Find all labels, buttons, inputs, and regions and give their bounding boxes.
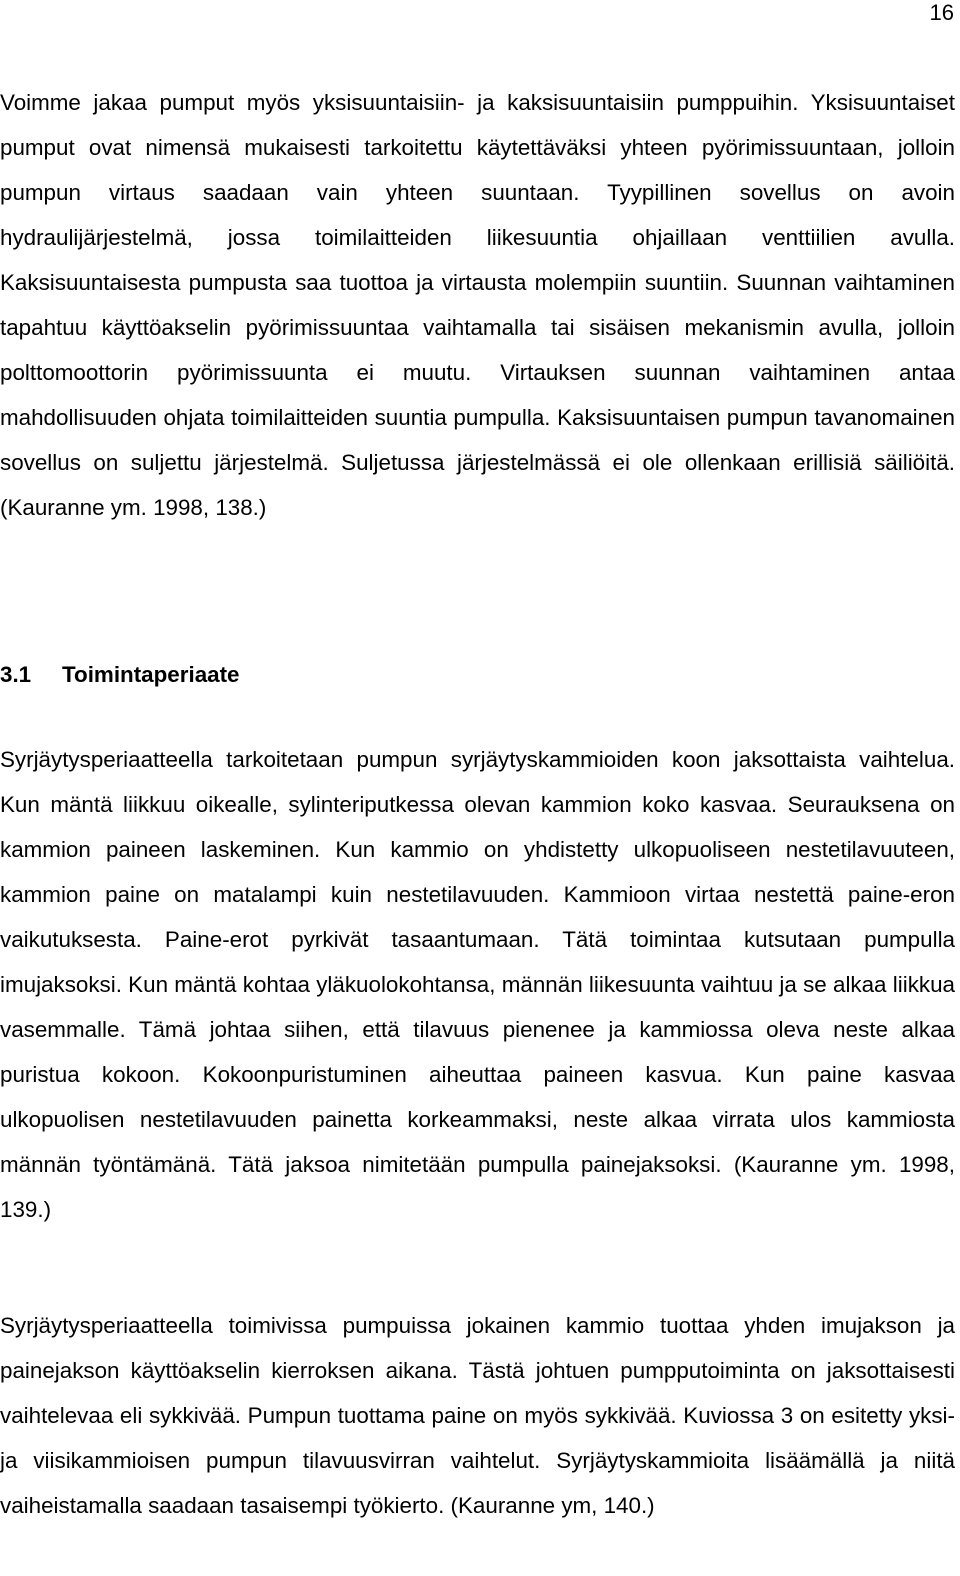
paragraph-pulsation: Syrjäytysperiaatteella toimivissa pumpuissa jokainen kammio tuottaa yhden imujakson ja painejakson käyttöakselin kierroksen aikana. Tästä johtuen pumpputoiminta on jaksottaisesti vaihtelevaa eli sykkivää. Pumpun tuottama paine on myös sykkivää. Kuviossa 3 on esitetty yksi- ja viisikammioisen pumpun tilavuusvirran vaihtelut. Syrjäytyskammioita lisäämällä ja niitä vaiheistamalla saadaan tasaisempi työkierto. (Kauranne ym, 140.) — [0, 1313, 955, 1518]
section-title: Toimintaperiaate — [62, 662, 240, 687]
paragraph-pump-directions: Voimme jakaa pumput myös yksisuuntaisiin- ja kaksisuuntaisiin pumppuihin. Yksisuuntaiset pumput ovat nimensä mukaisesti tarkoitettu käytettäväksi yhteen pyörimissuuntaan, jolloin pumpun virtaus saadaan vain yhteen suuntaan. Tyypillinen sovellus on avoin hydraulijärjestelmä, jossa toimilaitteiden liikesuuntia ohjaillaan venttiilien avulla. Kaksisuuntaisesta pumpusta saa tuottoa ja virtausta molempiin suuntiin. Suunnan vaihtaminen tapahtuu käyttöakselin pyörimissuuntaa vaihtamalla tai sisäisen mekanismin avulla, jolloin polttomoottorin pyörimissuunta ei muutu. Virtauksen suunnan vaihtaminen antaa mahdollisuuden ohjata toimilaitteiden suuntia pumpulla. Kaksisuuntaisen pumpun tavanomainen sovellus on suljettu järjestelmä. Suljetussa järjestelmässä ei ole ollenkaan erillisiä säiliöitä. (Kauranne ym. 1998, 138.) — [0, 90, 955, 520]
section-number: 3.1 — [0, 662, 32, 687]
paragraph-displacement-principle: Syrjäytysperiaatteella tarkoitetaan pumpun syrjäytyskammioiden koon jaksottaista vaihtelua. Kun mäntä liikkuu oikealle, sylinteriputkessa olevan kammion koko kasvaa. Seurauksena on kammion paineen laskeminen. Kun kammio on yhdistetty ulkopuoliseen nestetilavuuteen, kammion paine on matalampi kuin nestetilavuuden. Kammioon virtaa nestettä paine-eron vaikutuksesta. Paine-erot pyrkivät tasaantumaan. Tätä toimintaa kutsutaan pumpulla imujaksoksi. Kun mäntä kohtaa yläkuolokohtansa, männän liikesuunta vaihtuu ja se alkaa liikkua vasemmalle. Tämä johtaa siihen, että tilavuus pienenee ja kammiossa oleva neste alkaa puristua kokoon. Kokoonpuristuminen aiheuttaa paineen kasvua. Kun paine kasvaa ulkopuolisen nestetilavuuden painetta korkeammaksi, neste alkaa virrata ulos kammiosta männän työntämänä. Tätä jaksoa nimitetään pumpulla painejaksoksi. (Kauranne ym. 1998, 139.) — [0, 747, 955, 1222]
section-heading — [0, 655, 240, 695]
page-number: 16 — [929, 0, 954, 25]
